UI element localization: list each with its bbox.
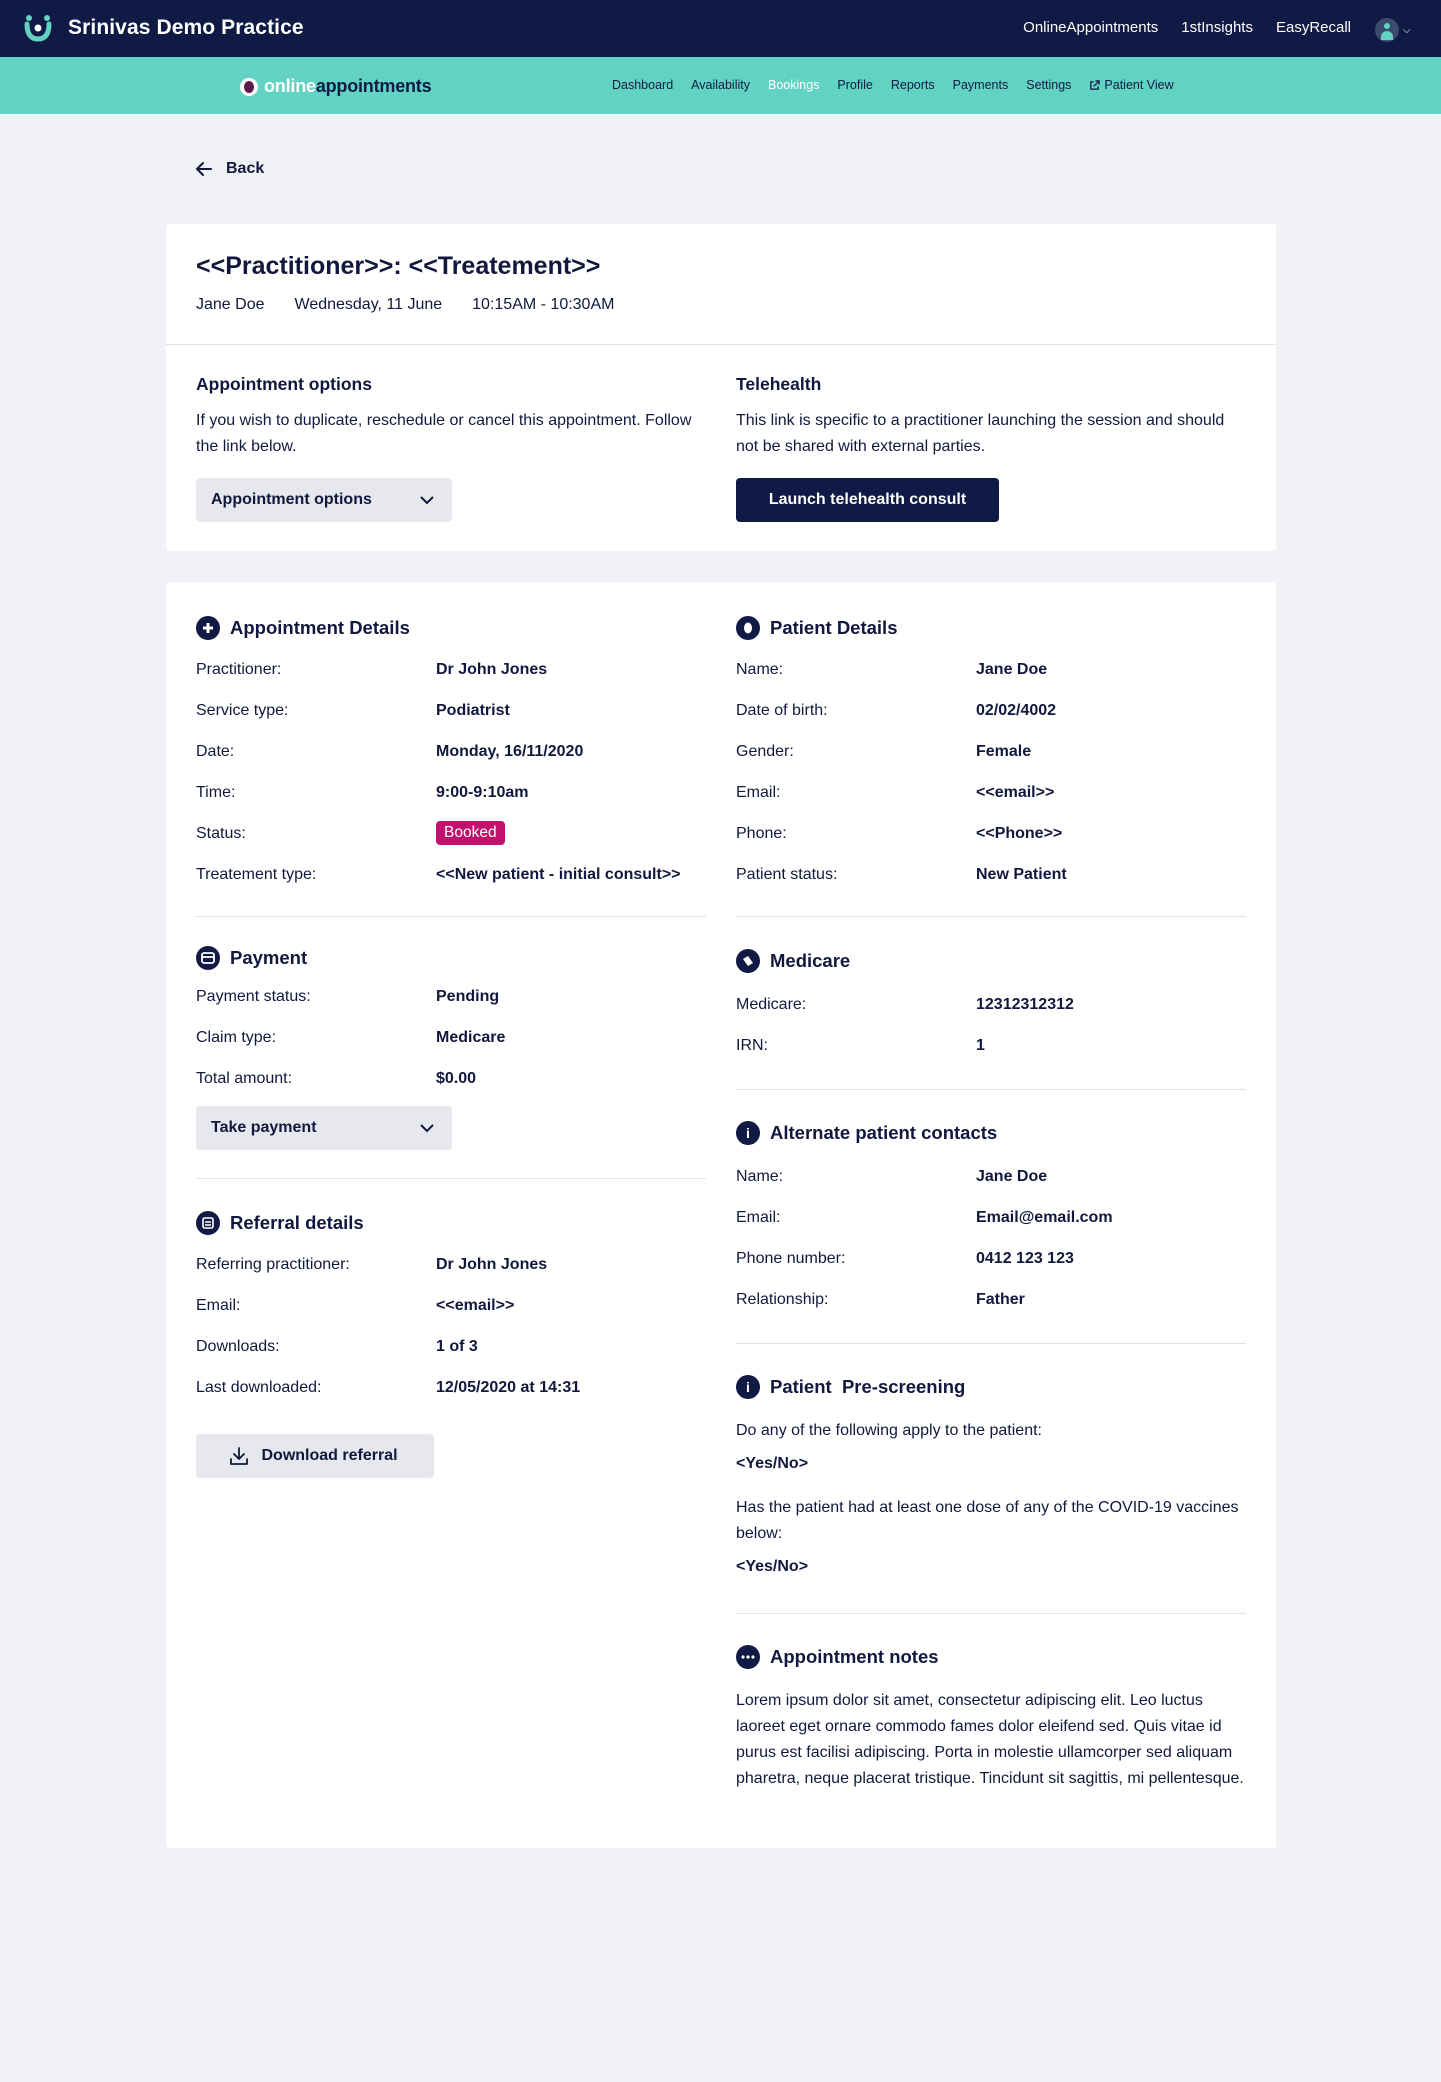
- logo-text-appointments: appointments: [315, 76, 432, 96]
- prescreening-header: [736, 1373, 965, 1401]
- meta-time: 10:15AM - 10:30AM: [472, 296, 615, 313]
- chevron-down-icon: [420, 496, 434, 505]
- patient-details-header: [736, 614, 898, 642]
- subnav-reports[interactable]: Reports: [890, 78, 935, 92]
- user-menu[interactable]: [1375, 18, 1411, 42]
- meta-date: Wednesday, 11 June: [294, 296, 443, 313]
- subnav-settings[interactable]: Settings: [1026, 78, 1072, 92]
- download-icon: [229, 1446, 249, 1466]
- prescreening-question-2: Has the patient had at least one dose of any of the COVID-19 vaccines below:: [736, 1499, 1239, 1542]
- divider: [166, 344, 1276, 345]
- patient-details-title: Patient Details: [770, 617, 898, 638]
- subnav-profile[interactable]: Profile: [837, 78, 873, 92]
- notes-header: [736, 1643, 939, 1671]
- telehealth-text: This link is specific to a practitioner launching the session and should not be shared with external parties.: [736, 412, 1225, 455]
- info-icon: i: [736, 1121, 760, 1145]
- appointment-options-text: If you wish to duplicate, reschedule or cancel this appointment. Follow the link below.: [196, 412, 692, 455]
- document-icon: [196, 1211, 220, 1235]
- top-link-onlineappointments[interactable]: OnlineAppointments: [1023, 19, 1159, 36]
- details-card: Appointment Details Practitioner: Dr John Jones Service type: Podiatrist Date: Monday, 16/11/2020 Time: 9:00-9:10am Status: Booked Treatement type: <<New patient - initial consult>> Payment Payment status: Pending Claim type: Medicare Total amount: $0.00 Take payment Referral details Referring practitioner: Dr John Jones Email: <<email>> Downloads: 1 of 3 Last downloaded: 12/05/2020 at 14:31 Download referral Patient Details Name: Jane Doe Date of birth: 02/02/4002 Gender: Female Email: <<email>> Phone: <<Phone>> Patient status: New Patient Medicare Medicare: 12312312312 IRN: 1 i Alternate patient contacts Name: Jane Doe Email: Email@email.com Phone number: 0412 123 123 Relationship: Father i Patient Pre-screening Do any of the following apply to the patient: <Yes/No> Has the patient had at least one dose of any of the COVID-19 vaccines below: <Yes/No> Appointment notes Lorem ipsum dolor sit amet, consectetur adipiscing elit. Leo luctus laoreet eget ornare commodo fames dolor eleifend sed. Quis vitae id purus est facilisi adipiscing. Porta in molestie ullamcorper sed aliquam pharetra, neque placerat tristique. Tincidunt sit sagittis, mi pellentesque.: [166, 582, 1276, 1848]
- external-link-icon: [1089, 80, 1100, 91]
- meta-patient: Jane Doe: [196, 296, 265, 313]
- appointment-options-section: [196, 374, 696, 460]
- launch-telehealth-button[interactable]: Launch telehealth consult: [736, 478, 999, 522]
- info-icon: i: [736, 1375, 760, 1399]
- prescreening-question-1: Do any of the following apply to the patient:: [736, 1422, 1042, 1439]
- status-badge: Booked: [436, 821, 505, 845]
- medicare-header: [736, 947, 850, 975]
- payment-header: [196, 944, 307, 972]
- subnav-links: [612, 78, 1174, 92]
- back-button[interactable]: [196, 160, 264, 178]
- logo-icon: [240, 78, 258, 96]
- alternate-contacts-title: Alternate patient contacts: [770, 1122, 998, 1143]
- appointment-options-title: Appointment options: [196, 374, 372, 394]
- subnav-dashboard[interactable]: Dashboard: [612, 78, 674, 92]
- appointment-details-header: [196, 614, 410, 642]
- download-referral-button[interactable]: [196, 1434, 434, 1478]
- take-payment-dropdown[interactable]: [196, 1106, 452, 1150]
- alternate-contacts-header: [736, 1119, 997, 1147]
- appointment-options-dropdown[interactable]: [196, 478, 452, 522]
- telehealth-title: Telehealth: [736, 374, 822, 394]
- onlineappointments-logo[interactable]: [240, 76, 431, 97]
- subnav-bookings[interactable]: Bookings: [767, 78, 820, 92]
- top-link-1stinsights[interactable]: 1stInsights: [1181, 19, 1253, 36]
- referral-title: Referral details: [230, 1212, 364, 1233]
- appointment-header-card: [166, 224, 1276, 551]
- divider: [196, 1178, 706, 1179]
- subnav-patient-view-label: Patient View: [1104, 78, 1174, 92]
- divider: [196, 916, 706, 917]
- download-referral-label: Download referral: [261, 1447, 398, 1464]
- appointment-details-title: Appointment Details: [230, 617, 410, 638]
- prescreening-answer-1: <Yes/No>: [736, 1455, 809, 1472]
- page-title: <<Practitioner>>: <<Treatement>>: [196, 252, 601, 280]
- top-link-easyrecall[interactable]: EasyRecall: [1275, 19, 1351, 36]
- divider: [736, 1089, 1246, 1090]
- subnav-patient-view[interactable]: [1089, 78, 1173, 92]
- sub-nav: [0, 57, 1441, 114]
- appointment-meta: [196, 296, 614, 314]
- practice-logo-icon: [24, 14, 52, 42]
- logo-text-online: online: [264, 76, 316, 96]
- prescreening-answer-2: <Yes/No>: [736, 1558, 809, 1575]
- notes-text: Lorem ipsum dolor sit amet, consectetur adipiscing elit. Leo luctus laoreet eget ornare commodo fames dolor eleifend sed. Quis vitae id purus est facilisi adipiscing. Porta in molestie ullamcorper sed aliquam pharetra, neque placerat tristique. Tincidunt sit sagittis, mi pellentesque.: [736, 1692, 1244, 1787]
- chevron-down-icon: [420, 1124, 434, 1133]
- more-dots-icon: [736, 1645, 760, 1669]
- tag-icon: [736, 949, 760, 973]
- patient-icon: [736, 616, 760, 640]
- notes-title: Appointment notes: [770, 1646, 939, 1667]
- top-nav: [1023, 19, 1351, 36]
- take-payment-label: Take payment: [211, 1119, 317, 1136]
- payment-title: Payment: [230, 947, 308, 968]
- divider: [736, 916, 1246, 917]
- subnav-availability[interactable]: Availability: [691, 78, 750, 92]
- referral-header: [196, 1209, 364, 1237]
- telehealth-section: [736, 374, 1236, 460]
- divider: [736, 1613, 1246, 1614]
- card-icon: [196, 946, 220, 970]
- plus-circle-icon: [196, 616, 220, 640]
- practice-name: Srinivas Demo Practice: [68, 16, 304, 39]
- back-label: Back: [226, 160, 265, 177]
- subnav-payments[interactable]: Payments: [952, 78, 1009, 92]
- divider: [736, 1343, 1246, 1344]
- appointment-options-button-label: Appointment options: [211, 491, 372, 508]
- chevron-down-icon: ⌵: [1403, 24, 1411, 36]
- avatar: [1375, 18, 1399, 42]
- top-bar: [0, 0, 1441, 57]
- prescreening-title: Patient Pre-screening: [770, 1376, 966, 1397]
- arrow-left-icon: [196, 162, 212, 176]
- medicare-title: Medicare: [770, 950, 851, 971]
